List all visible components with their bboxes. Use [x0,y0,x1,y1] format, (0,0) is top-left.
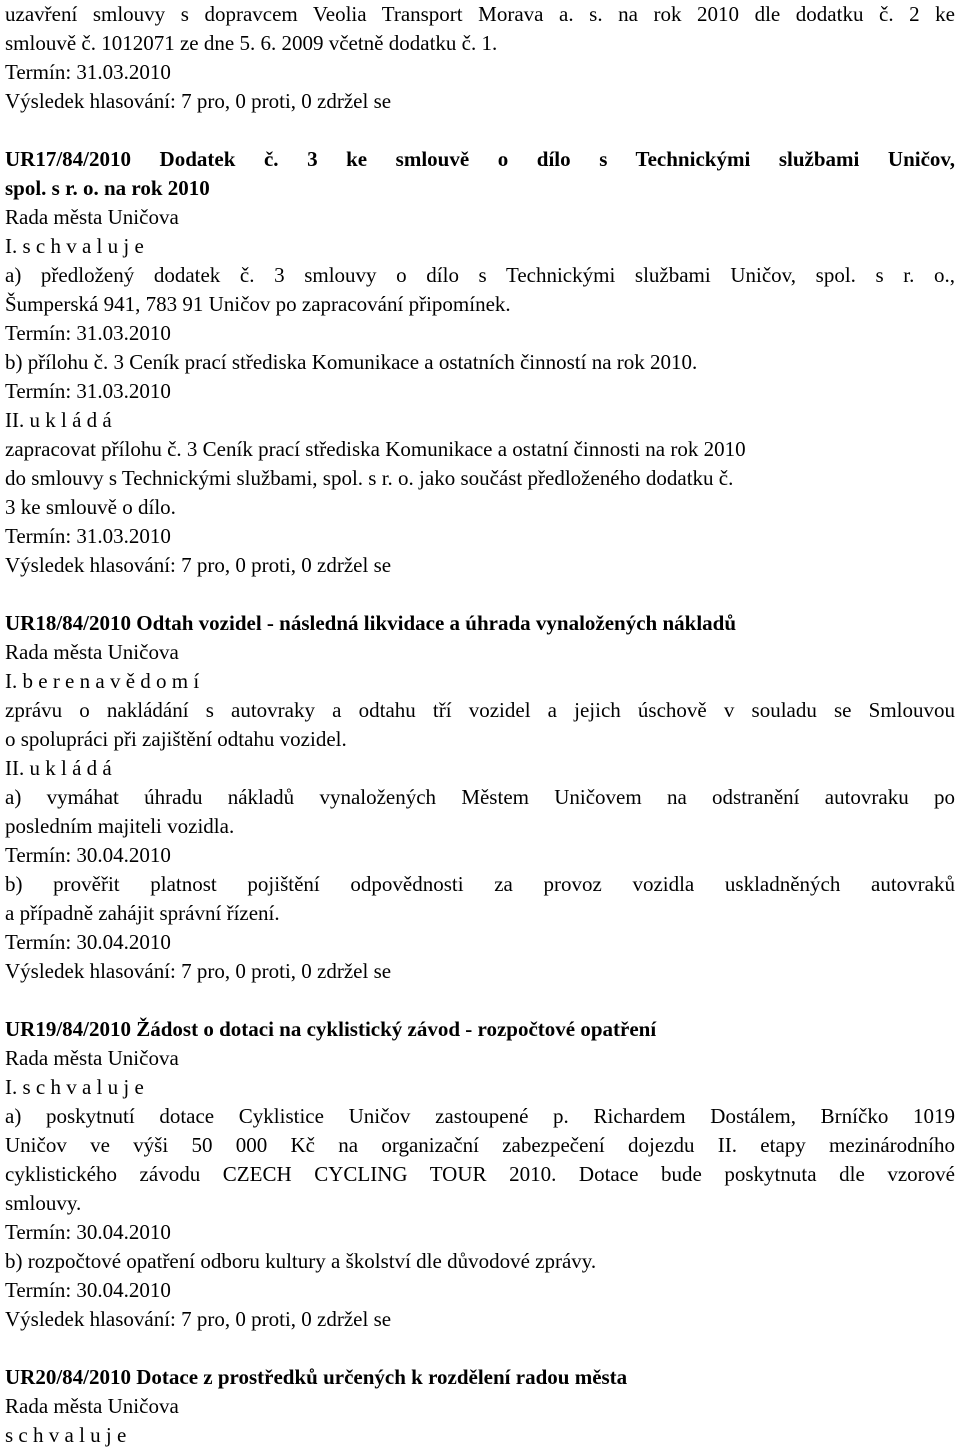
text-line: a) předložený dodatek č. 3 smlouvy o dílo s Technickými službami Uničov, spol. s r. o., [5,263,955,287]
text-line: o spolupráci při zajištění odtahu vozidel. [5,727,347,751]
text-line: Rada města Uničova [5,1394,179,1418]
resolution-heading: spol. s r. o. na rok 2010 [5,176,210,200]
text-line: Rada města Uničova [5,640,179,664]
text-line: Termín: 31.03.2010 [5,379,171,403]
text-line: a případně zahájit správní řízení. [5,901,280,925]
resolution-heading: UR17/84/2010 Dodatek č. 3 ke smlouvě o dílo s Technickými službami Uničov, [5,147,955,171]
text-line: II. u k l á d á [5,756,112,780]
text-line: b) přílohu č. 3 Ceník prací střediska Komunikace a ostatních činností na rok 2010. [5,350,698,374]
text-line: b) prověřit platnost pojištění odpovědnosti za provoz vozidla uskladněných autovraků [5,872,955,896]
text-line: a) poskytnutí dotace Cyklistice Uničov zastoupené p. Richardem Dostálem, Brníčko 1019 [5,1104,955,1128]
text-line: I. b e r e n a v ě d o m í [5,669,200,693]
text-line: Termín: 30.04.2010 [5,930,171,954]
text-line: zprávu o nakládání s autovraky a odtahu tří vozidel a jejich úschově v souladu se Smlouvou [5,698,955,722]
text-line: Termín: 30.04.2010 [5,1278,171,1302]
text-line: Výsledek hlasování: 7 pro, 0 proti, 0 zdržel se [5,89,392,113]
text-line: s c h v a l u j e [5,1423,127,1447]
text-line: 3 ke smlouvě o dílo. [5,495,176,519]
text-line: smlouvy. [5,1191,82,1215]
text-line: smlouvě č. 1012071 ze dne 5. 6. 2009 včetně dodatku č. 1. [5,31,498,55]
text-line: Rada města Uničova [5,205,179,229]
text-line: Uničov ve výši 50 000 Kč na organizační zabezpečení dojezdu II. etapy mezinárodního [5,1133,955,1157]
text-line: zapracovat přílohu č. 3 Ceník prací střediska Komunikace a ostatní činnosti na rok 2010 [5,437,746,461]
text-line: Šumperská 941, 783 91 Uničov po zapracování připomínek. [5,292,511,316]
text-line: Rada města Uničova [5,1046,179,1070]
text-line: Výsledek hlasování: 7 pro, 0 proti, 0 zdržel se [5,959,392,983]
text-line: I. s c h v a l u j e [5,234,144,258]
text-line: a) vymáhat úhradu nákladů vynaložených Městem Uničovem na odstranění autovraku po [5,785,955,809]
text-line: Termín: 30.04.2010 [5,843,171,867]
resolution-heading: UR20/84/2010 Dotace z prostředků určených k rozdělení radou města [5,1365,628,1389]
text-line: I. s c h v a l u j e [5,1075,144,1099]
resolution-heading: UR19/84/2010 Žádost o dotaci na cyklistický závod - rozpočtové opatření [5,1017,657,1041]
text-line: Termín: 31.03.2010 [5,524,171,548]
text-line: Termín: 30.04.2010 [5,1220,171,1244]
text-line: uzavření smlouvy s dopravcem Veolia Transport Morava a. s. na rok 2010 dle dodatku č. 2 ke [5,2,955,26]
text-line: b) rozpočtové opatření odboru kultury a školství dle důvodové zprávy. [5,1249,597,1273]
text-line: Výsledek hlasování: 7 pro, 0 proti, 0 zdržel se [5,553,392,577]
text-line: Termín: 31.03.2010 [5,321,171,345]
text-line: Termín: 31.03.2010 [5,60,171,84]
text-line: II. u k l á d á [5,408,112,432]
text-line: posledním majiteli vozidla. [5,814,235,838]
resolution-heading: UR18/84/2010 Odtah vozidel - následná likvidace a úhrada vynaložených nákladů [5,611,737,635]
text-line: do smlouvy s Technickými službami, spol. s r. o. jako součást předloženého dodatku č. [5,466,734,490]
text-line: Výsledek hlasování: 7 pro, 0 proti, 0 zdržel se [5,1307,392,1331]
text-line: cyklistického závodu CZECH CYCLING TOUR 2010. Dotace bude poskytnuta dle vzorové [5,1162,955,1186]
